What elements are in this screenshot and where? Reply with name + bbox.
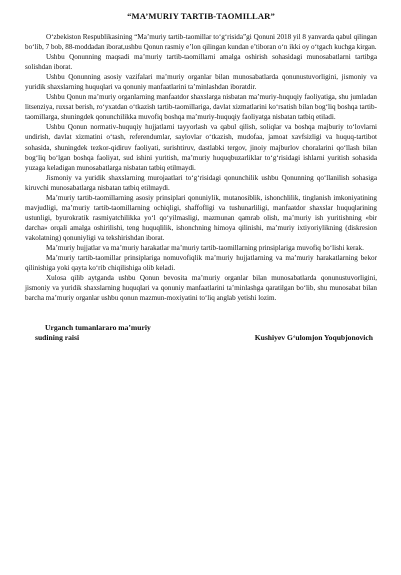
paragraph: Ma’muriy tartib-taomillar prinsiplariga nomuvofiqlik ma’muriy hujjatlarning va ma’muriy harakatlarning bekor qilinishiga yoki qayta ko‘rib chiqilishiga olib keladi. [25,254,377,273]
paragraph: Ma’muriy hujjatlar va ma’muriy harakatlar ma’muriy tartib-taomillarning prinsiplariga muvofiq bo‘lishi kerak. [46,243,364,252]
signature-block [25,323,377,343]
paragraph: Ushbu Qonun normativ-huquqiy hujjatlarni tayyorlash va qabul qilish, soliqlar va boshqa majburiy to‘lovlarni undirish, davlat xizmatini o‘tash, referendumlar, saylovlar o‘tkazish, mudofaa, jamoat xavfsizligi va huquq-tartibot sohasida, shuningdek tezkor-qidiruv faoliyati, surishtiruv, dastlabki tergov, jinoiy majburlov choralarini qo‘llash bilan bog‘liq bo‘lgan boshqa faoliyat, sud ishini yuritish, ma’muriy huquqbuzarliklar to‘g‘risidagi ishlarni yuritish sohasida yuzaga keladigan munosabatlarga nisbatan tatbiq etilmaydi. [25,123,377,172]
paragraph: Ushbu Qonun ma’muriy organlarning manfaatdor shaxslarga nisbatan ma’muriy-huquqiy faoliyatiga, shu jumladan litsenziya, ruxsat berish, ro‘yxatdan o‘tkazish tartib-taomillariga, davlat xizmatlarini ko‘rsatish bilan bog‘liq boshqa tartib-taomillarga, shuningdek qonunchilikka muvofiq boshqa ma’muriy-huquqiy faoliyatga nisbatan tatbiq etiladi. [25,93,377,122]
signatory-name: Kushiyev G‘ulomjon Yoqubjonovich [254,333,373,343]
signature-position-line: sudining raisi [35,333,80,343]
paragraph: Ushbu Qonunning asosiy vazifalari ma’muriy organlar bilan munosabatlarda qonunustuvorligini, jismoniy va yuridik shaxslarning huquqlari va qonuniy manfaatlarini ta’minlashdan iboratdir. [25,73,377,92]
document-body [25,32,377,303]
paragraph: Ushbu Qonunning maqsadi ma’muriy tartib-taomillarni amalga oshirish sohasidagi munosabatlarni tartibga solishdan iborat. [25,53,377,72]
document-title: “MA’MURIY TARTIB-TAOMILLAR” [127,11,275,21]
paragraph: Jismoniy va yuridik shaxslarning murojaatlari to‘g‘risidagi qonunchilik ushbu Qonunning qo‘llanilish sohasiga kiruvchi munosabatlarga nisbatan tatbiq etilmaydi. [25,173,377,192]
signature-court-line: Urganch tumanlararo ma’muriy [45,323,151,333]
paragraph: Xulosa qilib aytganda ushbu Qonun bevosita ma’muriy organlar bilan munosabatlarda qonunustuvorligini, jismoniy va yuridik shaxslarning huquqlari va qonuniy manfaatlarini ta’minlashga qaratilgan bo‘lib, shu munosabat bilan barcha ma’muriy organlar ushbu qonun mazmun-moxiyatini to‘liq anglab yetishi lozim. [25,274,377,303]
paragraph: Ma’muriy tartib-taomillarning asosiy prinsiplari qonuniylik, mutanosiblik, ishonchlilik, tinglanish imkoniyatining mavjudligi, ma’muriy tartib-taomillarning ochiqligi, shaffofligi va tushunarliligi, manfaatdor shaxslar huquqlarining ustunligi, byurokratik rasmiyatchilikka yo‘l qo‘yilmasligi, mazmunan qamrab olish, ma’muriy ish yuritishning «bir darcha» orqali amalga oshirilishi, teng huquqlilik, ishonchning himoya qilinishi, ma’muriy ixtiyoriylikning (diskresion vakolatning) qonuniyligi va tekshirishdan iborat. [25,193,377,242]
paragraph: O‘zbekiston Respublikasining “Ma’muriy tartib-taomillar to‘g‘risida”gi Qonuni 2018 yil 8 yanvarda qabul qilingan bo‘lib, 7 bob, 88-moddadan iborat,ushbu Qonun rasmiy e’lon qilingan kundan e’tiboran o‘n ikki oy o‘tgach kuchga kirgan. [25,33,377,52]
